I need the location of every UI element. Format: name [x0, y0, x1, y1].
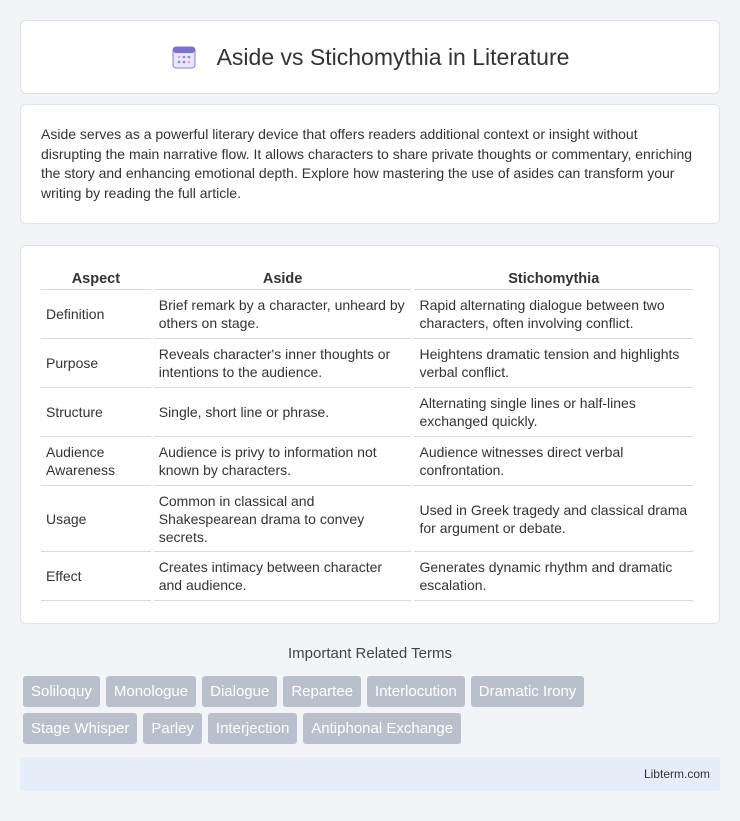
table-cell: Reveals character's inner thoughts or intentions to the audience. — [154, 339, 412, 388]
footer — [20, 757, 720, 791]
table-row — [41, 437, 693, 486]
table-cell: Definition — [41, 290, 151, 339]
table-cell: Single, short line or phrase. — [154, 388, 412, 437]
table-row — [41, 339, 693, 388]
table-cell: Audience is privy to information not known by characters. — [154, 437, 412, 486]
tag-soliloquy[interactable]: Soliloquy — [23, 676, 100, 707]
title-card — [20, 20, 720, 94]
table-cell: Common in classical and Shakespearean drama to convey secrets. — [154, 486, 412, 552]
footer-site-link[interactable]: Libterm.com — [643, 767, 710, 781]
header-aspect: Aspect — [41, 264, 151, 290]
tag-interjection[interactable]: Interjection — [208, 713, 297, 744]
table-cell: Heightens dramatic tension and highlights verbal conflict. — [414, 339, 693, 388]
table-cell: Usage — [41, 486, 151, 552]
tag-interlocution[interactable]: Interlocution — [367, 676, 465, 707]
tag-dramatic-irony[interactable]: Dramatic Irony — [471, 676, 585, 707]
tag-antiphonal-exchange[interactable]: Antiphonal Exchange — [303, 713, 461, 744]
tag-dialogue[interactable]: Dialogue — [202, 676, 277, 707]
comparison-table — [38, 264, 696, 601]
table-cell: Rapid alternating dialogue between two characters, often involving conflict. — [414, 290, 693, 339]
table-cell: Structure — [41, 388, 151, 437]
table-cell: Audience Awareness — [41, 437, 151, 486]
table-cell: Audience witnesses direct verbal confrontation. — [414, 437, 693, 486]
tag-stage-whisper[interactable]: Stage Whisper — [23, 713, 137, 744]
calendar-icon — [171, 44, 197, 70]
table-cell: Brief remark by a character, unheard by others on stage. — [154, 290, 412, 339]
related-terms — [23, 676, 723, 750]
header-stichomythia: Stichomythia — [414, 264, 693, 290]
intro-card — [20, 104, 720, 224]
table-row — [41, 388, 693, 437]
table-cell: Used in Greek tragedy and classical drama for argument or debate. — [414, 486, 693, 552]
table-cell: Purpose — [41, 339, 151, 388]
table-row — [41, 552, 693, 601]
table-cell: Effect — [41, 552, 151, 601]
table-row — [41, 290, 693, 339]
table-cell: Alternating single lines or half-lines exchanged quickly. — [414, 388, 693, 437]
related-terms-title: Important Related Terms — [288, 645, 452, 662]
tag-repartee[interactable]: Repartee — [283, 676, 361, 707]
intro-text: Aside serves as a powerful literary device that offers readers additional context or insight without disrupting the main narrative flow. It allows characters to share private thoughts or commentary, enriching the story and enhancing emotional depth. Explore how mastering the use of asides can transform your writing by reading the full article. — [41, 126, 693, 201]
table-cell: Creates intimacy between character and audience. — [154, 552, 412, 601]
header-aside: Aside — [154, 264, 412, 290]
comparison-table-card — [20, 245, 720, 624]
page-title: Aside vs Stichomythia in Literature — [216, 43, 570, 70]
tag-monologue[interactable]: Monologue — [106, 676, 196, 707]
table-row — [41, 486, 693, 552]
tag-parley[interactable]: Parley — [143, 713, 202, 744]
table-cell: Generates dynamic rhythm and dramatic escalation. — [414, 552, 693, 601]
